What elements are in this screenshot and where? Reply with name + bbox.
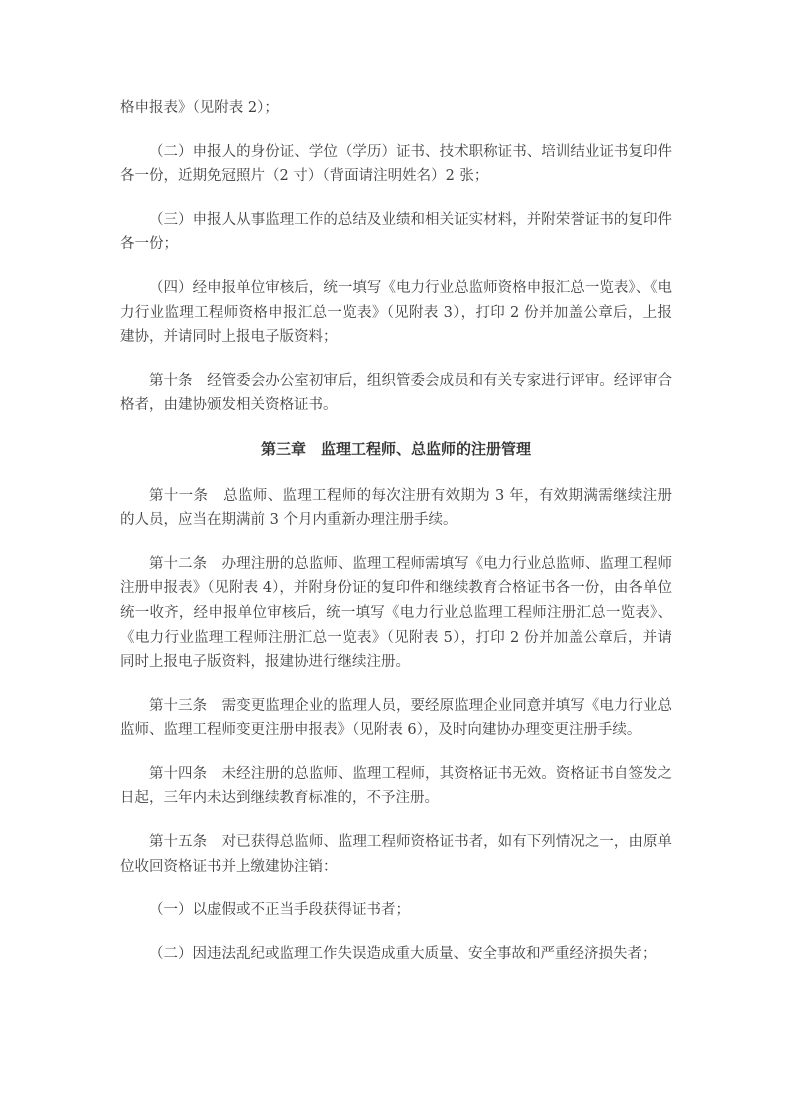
paragraph-article-10: 第十条 经管委会办公室初审后，组织管委会成员和有关专家进行评审。经评审合格者，由建协颁发相关资格证书。 [120, 372, 672, 414]
paragraph-item-4: （四）经申报单位审核后，统一填写《电力行业总监师资格申报汇总一览表》、《电力行业监理工程师资格申报汇总一览表》（见附表 3），打印 2 份并加盖公章后，上报建协，并请同时上报电子版资料； [120, 279, 672, 346]
paragraph-item-2-revoke: （二）因违法乱纪或监理工作失误造成重大质量、安全事故和严重经济损失者； [149, 945, 657, 962]
paragraph-article-12: 第十二条 办理注册的总监师、监理工程师需填写《电力行业总监师、监理工程师注册申报表》（见附表 4），并附身份证的复印件和继续教育合格证书各一份，由各单位统一收齐，经申报单位审核后，统一填写《电力行业总监理工程师注册汇总一览表》、《电力行业监理工程师注册汇总一览表》（见附表 5），打印 2 份并加盖公章后，并请同时上报电子版资料，报建协进行继续注册。 [120, 555, 672, 671]
paragraph-article-13: 第十三条 需变更监理企业的监理人员，要经原监理企业同意并填写《电力行业总监师、监理工程师变更注册申报表》（见附表 6），及时向建协办理变更注册手续。 [120, 697, 672, 739]
paragraph-article-14: 第十四条 未经注册的总监师、监理工程师，其资格证书无效。资格证书自签发之日起，三年内未达到继续教育标准的，不予注册。 [120, 765, 672, 807]
paragraph-article-11: 第十一条 总监师、监理工程师的每次注册有效期为 3 年，有效期满需继续注册的人员，应当在期满前 3 个月内重新办理注册手续。 [120, 487, 672, 529]
paragraph-continuation: 格申报表》（见附表 2）； [120, 100, 279, 116]
paragraph-item-2: （二）申报人的身份证、学位（学历）证书、技术职称证书、培训结业证书复印件各一份，近期免冠照片（2 寸）（背面请注明姓名）2 张； [120, 143, 672, 185]
paragraph-article-15: 第十五条 对已获得总监师、监理工程师资格证书者，如有下列情况之一，由原单位收回资格证书并上缴建协注销： [120, 834, 672, 875]
paragraph-item-3: （三）申报人从事监理工作的总结及业绩和相关证实材料，并附荣誉证书的复印件各一份； [120, 211, 672, 253]
chapter-3-heading: 第三章 监理工程师、总监师的注册管理 [260, 439, 531, 458]
paragraph-item-1-revoke: （一）以虚假或不正当手段获得证书者； [149, 902, 410, 919]
document-content [120, 96, 672, 985]
